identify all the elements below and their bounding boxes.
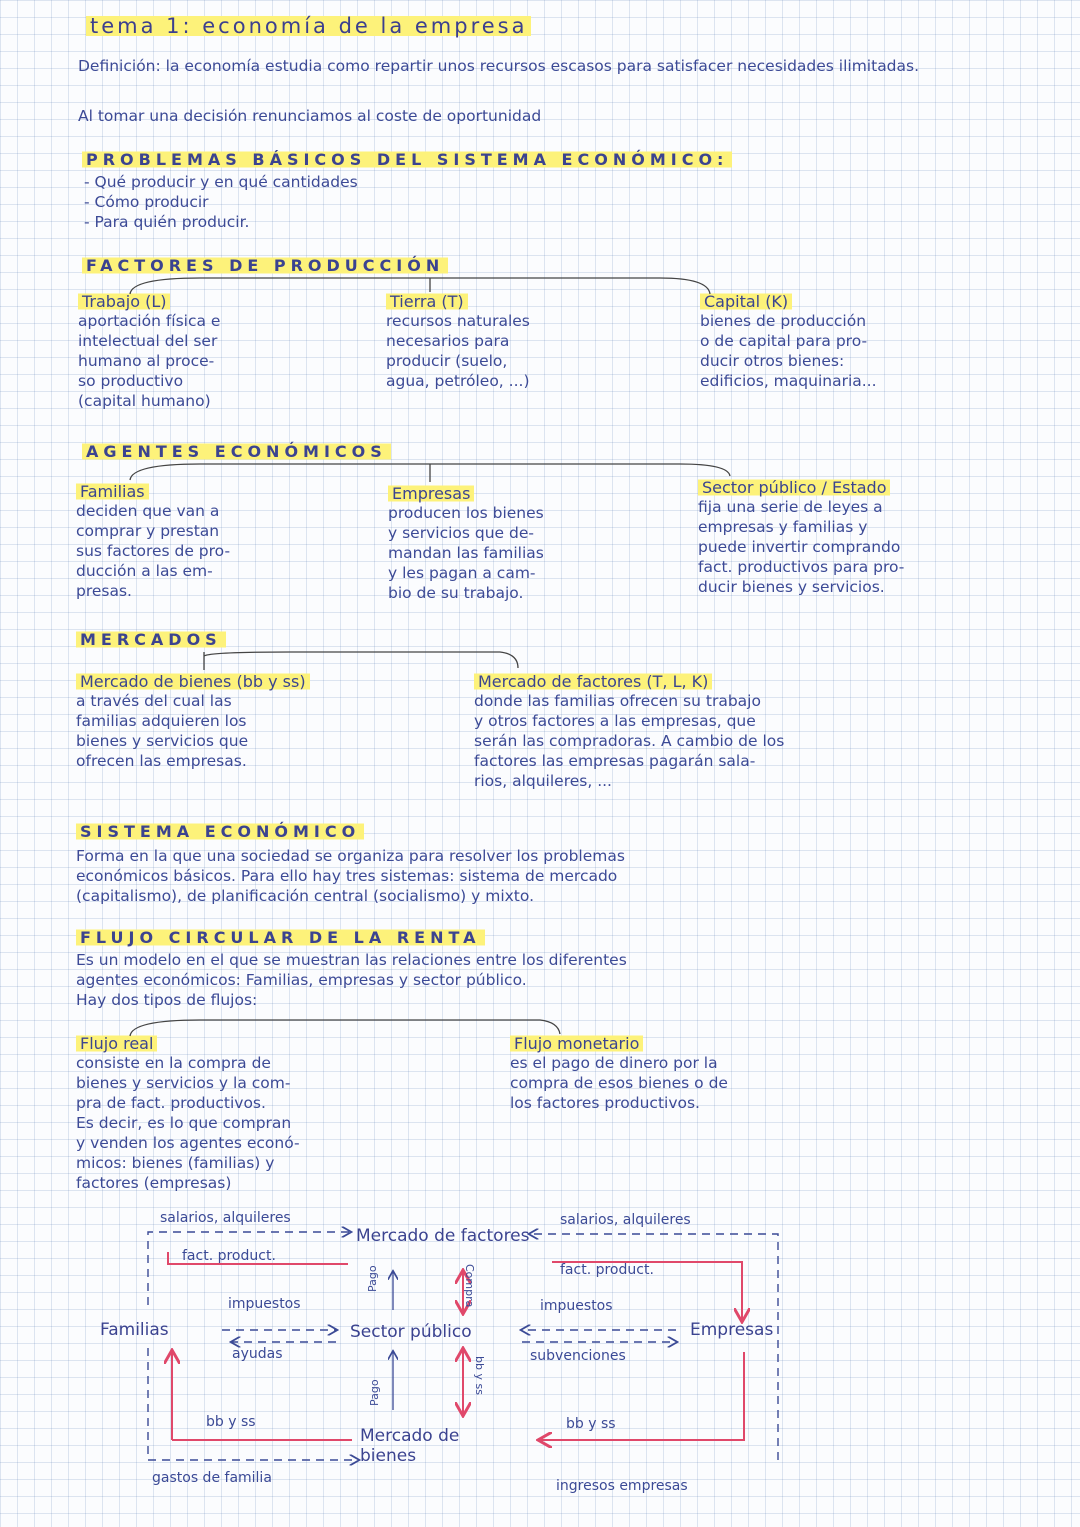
subsidies-right-label: subvenciones bbox=[530, 1348, 626, 1364]
list-item: so productivo bbox=[78, 372, 184, 390]
list-item: y les pagan a cam- bbox=[388, 564, 536, 582]
monetary-flow-title: Flujo monetario bbox=[510, 1034, 643, 1053]
list-item: económicos básicos. Para ello hay tres sistemas: sistema de mercado bbox=[76, 867, 618, 885]
list-item: edificios, maquinaria... bbox=[700, 372, 877, 390]
list-item: serán las compradoras. A cambio de los bbox=[474, 732, 785, 750]
fact-product-right-label: fact. product. bbox=[560, 1262, 654, 1278]
list-item: mandan las familias bbox=[388, 544, 544, 562]
list-item: Hay dos tipos de flujos: bbox=[76, 991, 258, 1009]
list-item: pra de fact. productivos. bbox=[76, 1094, 266, 1112]
goods-market-title: Mercado de bienes (bb y ss) bbox=[76, 672, 310, 691]
list-item: agua, petróleo, ...) bbox=[386, 372, 530, 390]
list-item: Forma en la que una sociedad se organiza para resolver los problemas bbox=[76, 847, 625, 865]
list-item: los factores productivos. bbox=[510, 1094, 700, 1112]
factor-market-node: Mercado de factores bbox=[356, 1226, 530, 1246]
goods-market-node: Mercado de bienes bbox=[360, 1426, 460, 1466]
list-item: Es decir, es lo que compran bbox=[76, 1114, 292, 1132]
list-item: - Qué producir y en qué cantidades bbox=[84, 173, 358, 191]
list-item: bio de su trabajo. bbox=[388, 584, 524, 602]
list-item: - Para quién producir. bbox=[84, 213, 250, 231]
families-node: Familias bbox=[100, 1320, 169, 1340]
list-item: rios, alquileres, ... bbox=[474, 772, 612, 790]
list-item: producen los bienes bbox=[388, 504, 544, 522]
list-item: (capitalismo), de planificación central (socialismo) y mixto. bbox=[76, 887, 535, 905]
list-item: factores las empresas pagarán sala- bbox=[474, 752, 756, 770]
list-item: aportación física e bbox=[78, 312, 221, 330]
fact-product-left-label: fact. product. bbox=[182, 1248, 276, 1264]
list-item: empresas y familias y bbox=[698, 518, 868, 536]
list-item: producir (suelo, bbox=[386, 352, 508, 370]
intro-definition: Definición: la economía estudia como repartir unos recursos escasos para satisfacer necesidades ilimitadas. bbox=[78, 57, 920, 75]
list-item: intelectual del ser bbox=[78, 332, 218, 350]
economic-system-heading-text: SISTEMA ECONÓMICO bbox=[76, 822, 364, 841]
factor-land-title: Tierra (T) bbox=[386, 292, 468, 311]
family-spending-label: gastos de familia bbox=[152, 1470, 272, 1486]
list-item: y servicios que de- bbox=[388, 524, 534, 542]
list-item: puede invertir comprando bbox=[698, 538, 901, 556]
salaries-left-label: salarios, alquileres bbox=[160, 1210, 291, 1226]
family-spending-flow bbox=[148, 1348, 358, 1460]
markets-heading-text: MERCADOS bbox=[76, 630, 226, 649]
list-item: bienes de producción bbox=[700, 312, 867, 330]
list-item: consiste en la compra de bbox=[76, 1054, 271, 1072]
real-flow-title: Flujo real bbox=[76, 1034, 157, 1053]
pago-bottom-label: Pago bbox=[368, 1379, 381, 1406]
factor-capital-title: Capital (K) bbox=[700, 292, 792, 311]
list-item: deciden que van a bbox=[76, 502, 220, 520]
agent-companies-title: Empresas bbox=[388, 484, 474, 503]
list-item: o de capital para pro- bbox=[700, 332, 868, 350]
list-item: humano al proce- bbox=[78, 352, 215, 370]
list-item: a través del cual las bbox=[76, 692, 232, 710]
list-item: sus factores de pro- bbox=[76, 542, 231, 560]
list-item: micos: bienes (familias) y bbox=[76, 1154, 275, 1172]
taxes-right-label: impuestos bbox=[540, 1298, 613, 1314]
list-item: familias adquieren los bbox=[76, 712, 247, 730]
list-item: ducir bienes y servicios. bbox=[698, 578, 885, 596]
compra-top-label: Compra bbox=[463, 1264, 476, 1308]
companies-node: Empresas bbox=[690, 1320, 774, 1340]
list-item: recursos naturales bbox=[386, 312, 530, 330]
list-item: factores (empresas) bbox=[76, 1174, 232, 1192]
public-sector-node: Sector público bbox=[350, 1322, 472, 1342]
bbss-center-label: bb y ss bbox=[473, 1356, 486, 1395]
agents-heading-text: AGENTES ECONÓMICOS bbox=[82, 442, 391, 461]
list-item: - Cómo producir bbox=[84, 193, 209, 211]
bbss-right-label: bb y ss bbox=[566, 1416, 616, 1432]
agent-public-sector-title: Sector público / Estado bbox=[698, 478, 890, 497]
list-item: comprar y prestan bbox=[76, 522, 220, 540]
list-item: Es un modelo en el que se muestran las relaciones entre los diferentes bbox=[76, 951, 627, 969]
list-item: y venden los agentes econó- bbox=[76, 1134, 300, 1152]
list-item: presas. bbox=[76, 582, 132, 600]
salaries-flow-left bbox=[148, 1232, 350, 1305]
list-item: fact. productivos para pro- bbox=[698, 558, 905, 576]
page-title-text: tema 1: economía de la empresa bbox=[86, 14, 531, 38]
list-item: y otros factores a las empresas, que bbox=[474, 712, 756, 730]
list-item: ducir otros bienes: bbox=[700, 352, 845, 370]
factors-heading-text: FACTORES DE PRODUCCIÓN bbox=[82, 256, 448, 275]
list-item: fija una serie de leyes a bbox=[698, 498, 883, 516]
bbss-left-label: bb y ss bbox=[206, 1414, 256, 1430]
list-item: bienes y servicios y la com- bbox=[76, 1074, 291, 1092]
circular-flow-heading-text: FLUJO CIRCULAR DE LA RENTA bbox=[76, 928, 485, 947]
list-item: necesarios para bbox=[386, 332, 510, 350]
salaries-right-label: salarios, alquileres bbox=[560, 1212, 691, 1228]
intro-opportunity-cost: Al tomar una decisión renunciamos al coste de oportunidad bbox=[78, 107, 542, 125]
aid-left-label: ayudas bbox=[232, 1346, 283, 1362]
list-item: donde las familias ofrecen su trabajo bbox=[474, 692, 761, 710]
basic-problems-heading-text: PROBLEMAS BÁSICOS DEL SISTEMA ECONÓMICO: bbox=[82, 150, 732, 169]
list-item: bienes y servicios que bbox=[76, 732, 249, 750]
factor-labor-title: Trabajo (L) bbox=[78, 292, 170, 311]
company-income-label: ingresos empresas bbox=[556, 1478, 688, 1494]
agent-families-title: Familias bbox=[76, 482, 149, 501]
list-item: agentes económicos: Familias, empresas y sector público. bbox=[76, 971, 527, 989]
factor-market-title: Mercado de factores (T, L, K) bbox=[474, 672, 712, 691]
pago-top-label: Pago bbox=[366, 1265, 379, 1292]
list-item: ducción a las em- bbox=[76, 562, 213, 580]
list-item: es el pago de dinero por la bbox=[510, 1054, 718, 1072]
list-item: compra de esos bienes o de bbox=[510, 1074, 728, 1092]
taxes-left-label: impuestos bbox=[228, 1296, 301, 1312]
list-item: (capital humano) bbox=[78, 392, 211, 410]
list-item: ofrecen las empresas. bbox=[76, 752, 247, 770]
